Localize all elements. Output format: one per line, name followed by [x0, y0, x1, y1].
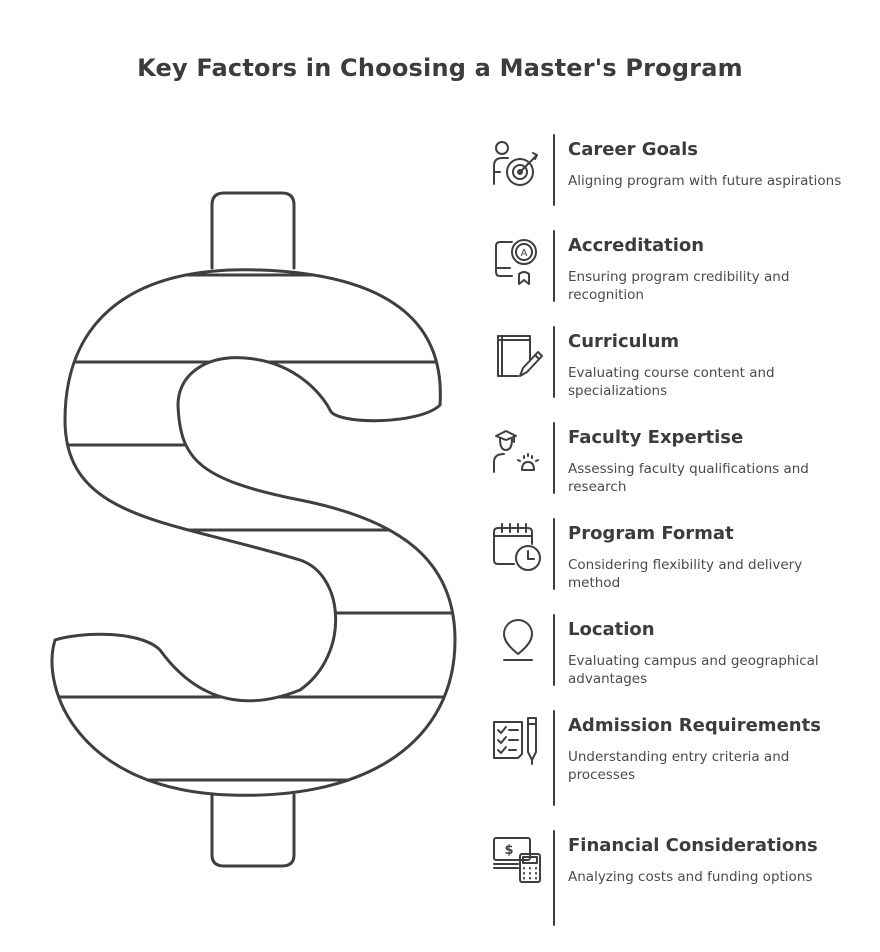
- dollar-top-stem: [212, 193, 294, 268]
- person-target-icon: [490, 138, 544, 192]
- graduate-person-icon: [490, 426, 544, 480]
- item-divider: [553, 230, 555, 302]
- item-heading: Financial Considerations: [568, 835, 818, 856]
- item-heading: Program Format: [568, 523, 734, 544]
- certificate-badge-icon: [490, 234, 544, 288]
- item-description: Evaluating course content and specializations: [568, 365, 775, 399]
- item-description: Evaluating campus and geographical advantages: [568, 653, 819, 687]
- item-divider: [553, 614, 555, 686]
- item-heading: Admission Requirements: [568, 715, 821, 736]
- item-divider: [553, 518, 555, 590]
- item-description: Analyzing costs and funding options: [568, 869, 813, 885]
- dollar-bands: [0, 275, 470, 780]
- dollar-bottom-stem: [212, 795, 294, 866]
- item-heading: Accreditation: [568, 235, 705, 256]
- item-description: Understanding entry criteria and processes: [568, 749, 790, 783]
- page-title: Key Factors in Choosing a Master's Program: [137, 54, 743, 82]
- item-divider: [553, 710, 555, 806]
- item-heading: Faculty Expertise: [568, 427, 744, 448]
- svg-text:A: A: [520, 248, 528, 259]
- checklist-pen-icon: [490, 714, 544, 768]
- calendar-clock-icon: [490, 522, 544, 576]
- item-divider: [553, 326, 555, 398]
- item-description: Considering flexibility and delivery method: [568, 557, 803, 591]
- book-pencil-icon: [490, 330, 544, 384]
- item-heading: Location: [568, 619, 655, 640]
- item-description: Assessing faculty qualifications and research: [568, 461, 809, 495]
- item-heading: Career Goals: [568, 139, 698, 160]
- item-heading: Curriculum: [568, 331, 680, 352]
- item-description: Ensuring program credibility and recognition: [568, 269, 790, 303]
- location-pin-icon: [490, 618, 544, 672]
- item-divider: [553, 134, 555, 206]
- item-description: Aligning program with future aspirations: [568, 173, 842, 189]
- item-divider: [553, 830, 555, 926]
- item-divider: [553, 422, 555, 494]
- dollar-s-outline: [52, 270, 455, 796]
- svg-text:$: $: [504, 843, 514, 858]
- money-calculator-icon: [490, 834, 544, 888]
